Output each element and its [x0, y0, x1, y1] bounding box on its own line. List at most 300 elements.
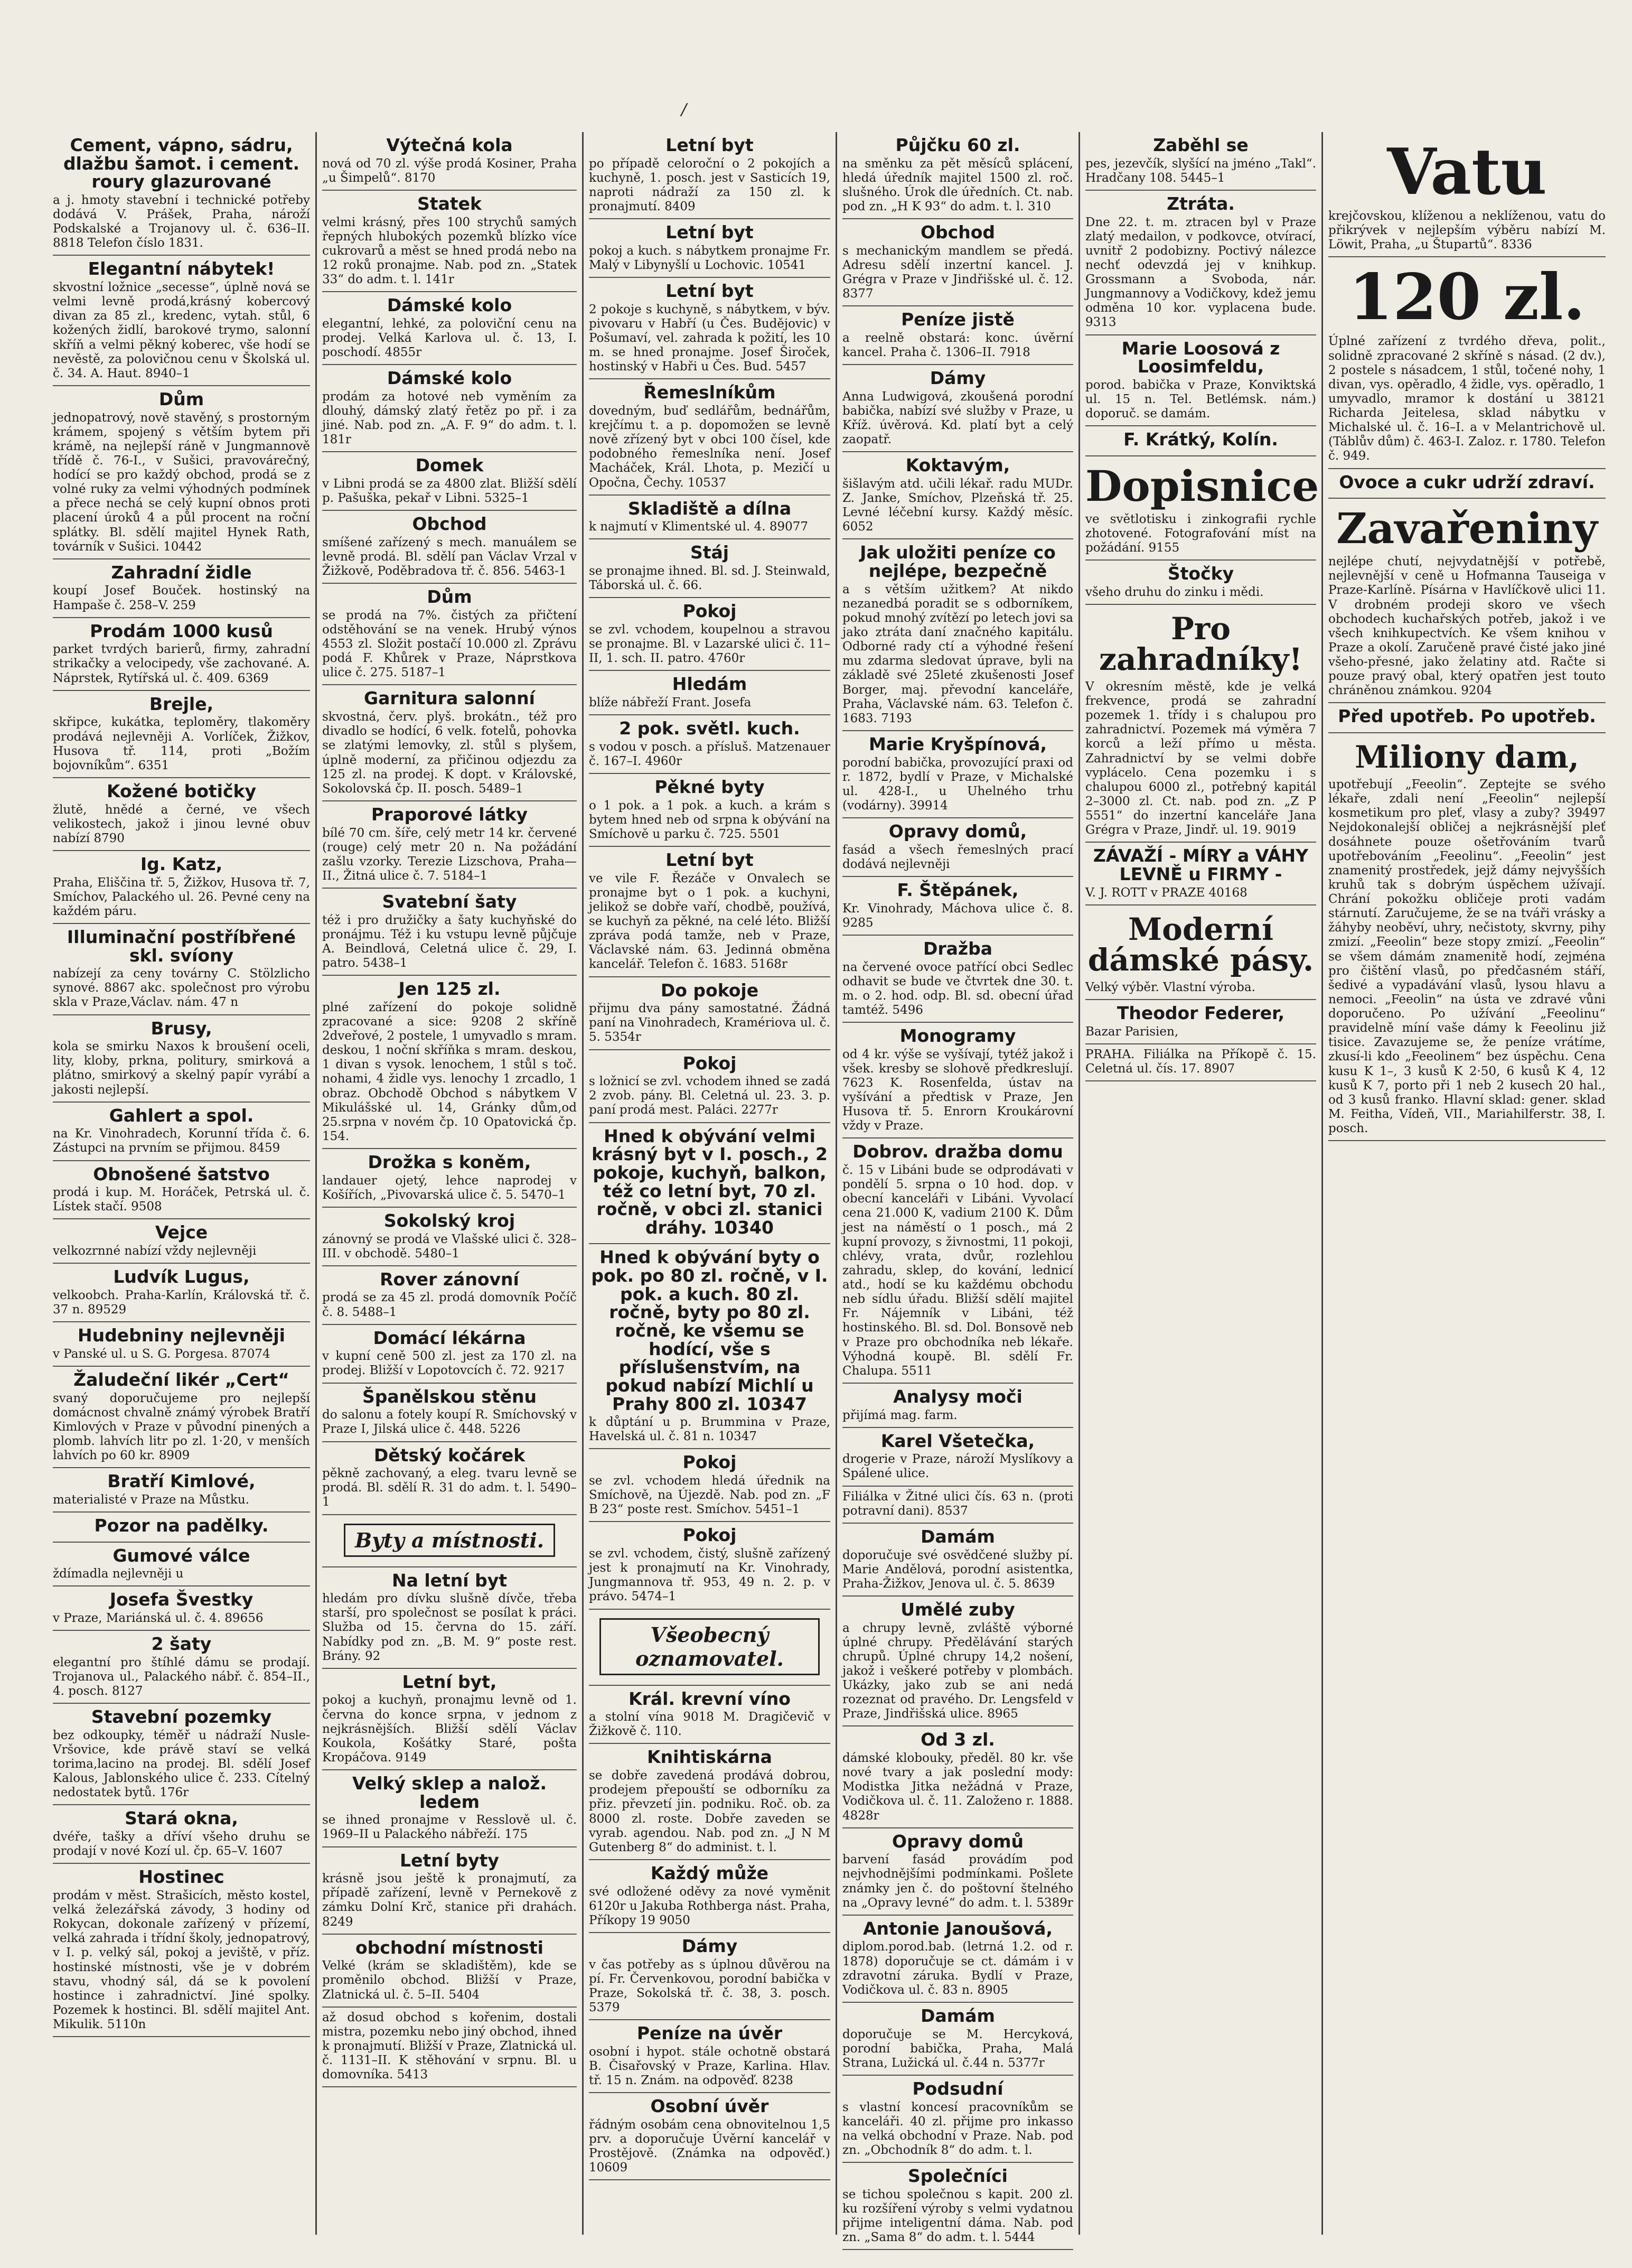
classified-ad — [589, 715, 830, 774]
classified-ad — [322, 1669, 577, 1770]
ad-body: diplom.porod.bab. (letrná 1.2. od r. 1878) doporučuje se ct. dámám i v zdravotní záruka. Bydlí v Praze, Vodičkova ul. č. 83 n. 8905 — [842, 1940, 1073, 1997]
classified-ad — [1328, 469, 1606, 499]
ad-body: elegantní, lehké, za poloviční cenu na prodej. Velká Karlova ul. č. 13, I. poschodí. 4855r — [322, 316, 577, 360]
column-5 — [1080, 132, 1323, 2235]
ad-body: Dne 22. t. m. ztracen byl v Praze zlatý medailon, v podkovce, otvírací, uvnitř 2 podobizny. Poctivý nálezce nechť odevzdá jej v knihkup. Grossmann a Svoboda, nár. Jungmannovy a Vodičkovy, kdež jemu odměna 10 kor. vyplacena bude. 9313 — [1085, 215, 1316, 330]
ad-heading: Stáj — [690, 542, 729, 563]
ad-body: dvéře, tašky a dříví všeho druhu se prodají v nové Kozí ul. čp. 65–V. 1607 — [53, 1830, 310, 1859]
ad-body: Praha, Eliščina tř. 5, Žižkov, Husova tř. 7, Smíchov, Palackého ul. 26. Pevné ceny na každém páru. — [53, 875, 310, 918]
ad-heading: Prodám 1000 kusů — [90, 620, 273, 641]
classified-ad — [1085, 843, 1316, 905]
ad-heading: Svatební šaty — [382, 891, 517, 912]
section-heading: Všeobecný oznamovatel. — [599, 1618, 820, 1675]
classified-ad — [322, 801, 577, 889]
classified-ad — [842, 1487, 1073, 1524]
ad-heading: Zaběhl se — [1153, 135, 1249, 155]
ad-heading: Antonie Janoušová, — [863, 1918, 1053, 1939]
ad-heading: Zavařeniny — [1336, 503, 1598, 554]
ad-heading: Damám — [921, 1526, 995, 1547]
ad-body: o 1 pok. a 1 pok. a kuch. a krám s bytem hned neb od srpna k obývání na Smíchově u parku č. 725. 5501 — [589, 798, 830, 841]
ad-heading: Obchod — [412, 514, 487, 535]
ad-heading: Pokoj — [682, 1525, 737, 1546]
ad-body: na Kr. Vinohradech, Korunní třída č. 6. Zástupci na prvním se přijmou. 8459 — [53, 1127, 310, 1155]
classified-ad — [53, 1219, 310, 1264]
classified-ad — [1085, 426, 1316, 456]
classified-ad — [322, 889, 577, 976]
classified-ad — [53, 1631, 310, 1704]
ad-heading: obchodní místnosti — [355, 1937, 543, 1958]
ad-heading: Výtečná kola — [386, 135, 513, 155]
classified-ad — [322, 132, 577, 191]
ad-body: ždímadla nejlevněji u — [53, 1567, 184, 1581]
classified-ad — [322, 685, 577, 801]
classified-ad — [842, 1023, 1073, 1138]
ad-body: šišlavým atd. učili lékař. radu MUDr. Z. Janke, Smíchov, Plzeňská tř. 25. Levné léčební kursy. Každý měsíc. 6052 — [842, 477, 1073, 534]
ad-heading: Podsudní — [912, 2078, 1003, 2099]
ad-heading: Hned k obývání byty o pok. po 80 zl. ročně, v I. pok. a kuch. 80 zl. ročně, byty po 80 zl. ročně, ke všemu se hodící, vše s příslušenstvím, na pokud nabízí Michlí u Prahy 800 zl. 10347 — [591, 1247, 828, 1414]
classified-ad — [842, 1524, 1073, 1597]
ad-body: v kupní ceně 500 zl. jest za 170 zl. na prodej. Bližší v Lopotovcích č. 72. 9217 — [322, 1349, 577, 1378]
classified-ad — [842, 219, 1073, 306]
ad-heading: Kožené botičky — [106, 780, 256, 801]
classified-ad — [589, 1123, 830, 1245]
classified-ad — [53, 1864, 310, 2037]
classified-ad — [322, 1149, 577, 1208]
ad-body: prodám za hotové neb vyměním za dlouhý, dámský zlatý řetěz po př. i za jiné. Nab. pod zn. „A. F. 9“ do adm. t. l. 181r — [322, 389, 577, 447]
classified-ad — [589, 1860, 830, 1933]
classified-ad — [322, 365, 577, 452]
classified-ad — [53, 1513, 310, 1543]
ad-body: prodá i kup. M. Horáček, Petrská ul. č. Lístek stačí. 9508 — [53, 1186, 310, 1214]
ad-body: k najmutí v Klimentské ul. 4. 89077 — [589, 520, 808, 534]
ad-body: PRAHA. Filiálka na Příkopě č. 15. Celetná ul. čís. 17. 8907 — [1085, 1047, 1316, 1076]
ad-body: skvostní ložnice „secesse“, úplně nová se velmi levně prodá,krásný kobercový divan za 85 zl., kredenc, vytah. stůl, 6 kožených židlí, barokové trymo, salonní skříň a velmi pěkný koberec, vše hodí se nevěstě, za polovičnou cenu v Školská ul. č. 34. A. Haut. 8940–1 — [53, 281, 310, 380]
classified-ad — [53, 1704, 310, 1805]
classified-ad — [1328, 703, 1606, 733]
ad-body: zánovný se prodá ve Vlašské ulici č. 328–III. v obchodě. 5480–1 — [322, 1232, 577, 1261]
ad-heading: Stará okna, — [125, 1808, 238, 1829]
classified-ad — [53, 924, 310, 1015]
ad-heading: Dámské kolo — [387, 295, 512, 316]
ad-body: porod. babička v Praze, Konviktská ul. 15 n. Tel. Betlémsk. nám.) doporuč. se damám. — [1085, 378, 1316, 421]
ad-heading: Letní byt — [665, 222, 754, 243]
classified-ad — [53, 386, 310, 559]
classified-ad — [322, 1515, 577, 1567]
classified-ad — [1085, 1000, 1316, 1044]
ad-body: od 4 kr. výše se vyšívají, tytéž jakož i všek. kresby se slohově předkreslují. 7623 K. Rosenfelda, ústav na vyšívání a předtisk v Praze, Jen Husova tř. 5. Enrorn Kroukárovní vždy v Praze. — [842, 1047, 1073, 1133]
ad-body: nejlépe chutí, nejvydatnější v potřebě, nejlevnější v ceně u Hofmanna Tauseiga v Praze-Karlíně. Písárna v Havlíčkově ulici 11. V drobném prodeji skoro ve všech obchodech kuchařských potřeb, jakož i ve všech knihkupectvích. Ke všem knihou v Praze a okolí. Zaručeně pravé čisté jako jiné všeho-přesné, jako želatiny atd. Račte si pouze pravý obal, který opatřen jest touto chráněnou známkou. 9204 — [1328, 555, 1606, 698]
ad-body: plné zařízení do pokoje solidně zpracované a sice: 9208 2 skříně 2dveřové, 2 postele, 1 umyvadlo s mram. deskou, 1 noční skříňka s mram. deskou, 1 divan s vysok. lenochem, 1 stůl s toč. nohami, 4 židle vys. lenochy 1 zrcadlo, 1 obraz. Obchodě Obchod s nábytkem V Mikulášské ul. 14, Gránky dům,od 25.srpna v novém čp. 10 Opatovická čp. 154. — [322, 1000, 577, 1143]
page-mark: / — [681, 100, 687, 119]
ad-heading: Na letní byt — [391, 1570, 508, 1591]
classified-ad — [1328, 499, 1606, 703]
classified-ad — [842, 132, 1073, 219]
ad-heading: Letní byty — [400, 1850, 499, 1871]
ad-heading: Osobní úvěr — [650, 2096, 769, 2117]
classified-ad — [53, 1264, 310, 1322]
ad-body: se prodá na 7%. čistých za přičtení odstěhování se na venek. Hrubý výnos 4553 zl. Složit postačí 10.000 zl. Zprávu podá F. Khůrek v Praze, Náprstkova ulice č. 275. 5187–1 — [322, 608, 577, 680]
ad-body: blíže nábřeží Frant. Josefa — [589, 696, 752, 710]
ad-body: doporučuje své osvědčené služby pí. Marie Andělová, porodní asistentka, Praha-Žižkov, Jenova ul. č. 5. 8639 — [842, 1548, 1073, 1591]
classified-ad — [322, 1325, 577, 1384]
ad-heading: Vatu — [1387, 135, 1547, 209]
ad-body: se zvl. vchodem, koupelnou a stravou se pronajme. Bl. v Lazarské ulici č. 11–II, 1. sch. II. patro. 4760r — [589, 622, 830, 666]
ad-body: své odložené oděvy za nové vyměnit 6120r u Jakuba Rothberga nást. Praha, Příkopy 19 9050 — [589, 1884, 830, 1927]
ad-body: Úplné zařízení z tvrdého dřeva, polit., solidně zpracované 2 skříně s násad. (2 dv.), 2 postele s násadcem, 1 stůl, točené nohy, 1 divan, vys. opěradlo, 4 židle, vys. opěradlo, 1 umyvadlo, mramor k dostání u 38121 Richarda Jeitelesa, sklad nábytku v Michalské ul. č. 16–I. a v Melantrichově ul. (Táblův dům) č. 463-I. Zaloz. r. 1780. Telefon č. 949. — [1328, 334, 1606, 463]
ad-heading: Hudebniny nejlevněji — [78, 1325, 285, 1346]
classified-ad — [589, 671, 830, 715]
classified-ad — [589, 2093, 830, 2180]
classified-ad — [842, 1138, 1073, 1384]
ad-body: a s větším užitkem? At nikdo nezanedbá poradit se s odborníkem, pokud mnohý zvítězí po letech jovi sa jako ztráta daní značného kapitálu. Odborné rady ctí a výhodné řešení mu zdarma sledovat úprave, byli na základě své 25leté zkušenosti Josef Borger, maj. převodní kanceláře, Praha, Václavské nám. 63. Telefon č. 1683. 7193 — [842, 582, 1073, 725]
ad-body: hledám pro dívku slušně dívče, třeba starší, pro společnost se posílat k práci. Služba od 15. června do 15. září. Nabídky pod zn. „B. M. 9“ poste rest. Brány. 92 — [322, 1592, 577, 1663]
ad-heading: Společníci — [908, 2166, 1008, 2187]
ad-body: též i pro družičky a šaty kuchyňské do pronájmu. Též i ku vstupu levně půjčuje A. Beindlová, Celetná ulice č. 29, I. patro. 5438–1 — [322, 913, 577, 970]
ad-body: V okresním městě, kde je velká frekvence, prodá se zahradní pozemek 1. třídy i s chalupou pro zahradnictví. Pozemek má výměra 7 korců a leží přímo u města. Zahradnictví by se velmi dobře vyplácelo. Cena pozemku i s chalupou 6000 zl., potřebný kapitál 2–3000 zl. Ct. nab. pod zn. „Z P 5551“ do inzertní kanceláře Jana Grégra v Praze, Jindř. ul. 19. 9019 — [1085, 679, 1316, 837]
classified-ad — [589, 847, 830, 977]
classified-ad — [1328, 132, 1606, 257]
classified-ad — [1085, 191, 1316, 335]
ad-heading: Dům — [427, 586, 472, 608]
ad-heading: Před upotřeb. Po upotřeb. — [1338, 706, 1596, 727]
ad-heading: Gumové válce — [112, 1545, 250, 1566]
classified-ad — [53, 1543, 310, 1587]
ad-heading: Analysy moči — [893, 1386, 1023, 1407]
ad-heading: Dům — [158, 388, 204, 409]
ad-heading: Letní byt — [665, 281, 754, 302]
ad-body: se pronajme ihned. Bl. sd. J. Steinwald, Táborská ul. č. 66. — [589, 564, 830, 593]
ad-heading: 2 šaty — [151, 1634, 212, 1655]
ad-body: pěkně zachovaný, a eleg. tvaru levně se prodá. Bl. sdělí R. 31 do adm. t. l. 5490–1 — [322, 1467, 577, 1509]
ad-body: a stolní vína 9018 M. Dragičevič v Žižkově č. 110. — [589, 1710, 830, 1739]
classified-ad — [53, 691, 310, 778]
ad-body: se tichou společnou s kapit. 200 zl. ku rozšíření výroby s velmi vydatnou přijme inteligentní dáma. Nab. pod zn. „Sama 8“ do adm. t. l. 5444 — [842, 2187, 1073, 2245]
ad-body: se zvl. vchodem, čistý, slušně zařízený jest k pronajmutí na Kr. Vinohrady, Jungmannova tř. 953, 49 n. 2. p. v právo. 5474–1 — [589, 1547, 830, 1604]
ad-heading: Domácí lékárna — [373, 1327, 526, 1348]
ad-heading: Žaludeční likér „Cert“ — [73, 1369, 289, 1390]
ad-body: velmi krásný, přes 100 strychů samých řepných hlubokých pozemků blízko více cukrovarů a měst se hned prodá nebo na 12 roků pronajme. Nab. pod zn. „Statek 33“ do adm. t. l. 141r — [322, 215, 577, 287]
ad-body: skřipce, kukátka, teploměry, tlakoměry prodává nejlevněji A. Vorlíček, Žižkov, Husova tř. 114, proti „Božím bojovníkům“. 6351 — [53, 715, 310, 772]
ad-heading: Karel Všetečka, — [880, 1430, 1035, 1451]
classified-ad — [322, 452, 577, 511]
classified-ad — [842, 731, 1073, 818]
ad-body: prodá se za 45 zl. prodá domovník Počíč č. 8. 5488–1 — [322, 1291, 577, 1319]
ad-body: Bazar Parisien, — [1085, 1024, 1179, 1039]
ad-body: bílé 70 cm. šíře, celý metr 14 kr. červené (rouge) celý metr 20 n. Na požádání zašlu vzorky. Terezie Lizschova, Praha—II., Žitná ulice č. 7. 5184–1 — [322, 826, 577, 883]
ad-heading: Koktavým, — [905, 455, 1010, 476]
ad-body: drogerie v Praze, nároží Myslíkovy a Spálené ulice. — [842, 1452, 1073, 1481]
classified-ad — [842, 2003, 1073, 2076]
classified-ad — [322, 1384, 577, 1442]
ad-body: a reelně obstará: konc. úvěrní kancel. Praha č. 1306–II. 7918 — [842, 331, 1073, 360]
classified-ad — [842, 1916, 1073, 2003]
ad-body: pokoj a kuch. s nábytkem pronajme Fr. Malý v Libynyšlí u Lochovic. 10541 — [589, 244, 830, 272]
classified-ad — [1085, 335, 1316, 427]
ad-heading: Skladiště a dílna — [627, 498, 792, 519]
ad-body: a chrupy levně, zvláště výborné úplné chrupy. Předělávání starých chrupů. Úplné chrupy 14,2 nošení, jakož i veškeré potřeby v plombách. Ukázky, jako zub se ani nedá rozeznat od pravého. Dr. Lengsfeld v Praze, Jindřišská ulice. 8965 — [842, 1621, 1073, 1721]
ad-body: žlutě, hnědé a černé, ve všech velikostech, jakož i jinou levné obuv nabízí 8790 — [53, 802, 310, 845]
ad-heading: Knihtiskárna — [647, 1747, 772, 1768]
ad-body: do salonu a fotely koupí R. Smíchovský v Praze I, Jilská ulice č. 448. 5226 — [322, 1408, 577, 1436]
ad-body: velkoobch. Praha-Karlín, Královská tř. č. 37 n. 89529 — [53, 1288, 310, 1317]
column-3 — [584, 132, 837, 2235]
ad-heading: Marie Loosová z Loosimfeldu, — [1121, 338, 1280, 377]
ad-body: dámské klobouky, předěl. 80 kr. vše nové tvary a jak poslední mody: Modistka Jitka nežádná v Praze, Vodičkova ul. č. 11. Založeno r. 1888. 4828r — [842, 1751, 1073, 1823]
ad-body: v Panské ul. u S. G. Porgesa. 87074 — [53, 1347, 270, 1361]
classified-ad — [589, 1686, 830, 1744]
ad-body: barvení fasád provádím pod nejvhodnějšími podmínkami. Pošlete známky jen č. do poštovní štelného na „Opravy levné“ do adm. t. l. 5389r — [842, 1853, 1073, 1910]
ad-heading: ZÁVAŽÍ - MÍRY a VÁHY LEVNĚ u FIRMY - — [1093, 845, 1309, 884]
ad-heading: Pěkné byty — [654, 777, 765, 798]
ad-heading: Cement, vápno, sádru, dlažbu šamot. i cement. roury glazurované — [63, 135, 300, 192]
classified-ad — [589, 1522, 830, 1609]
classified-ad — [53, 559, 310, 618]
classified-ad — [53, 132, 310, 256]
ad-body: všeho druhu do zinku i mědi. — [1085, 585, 1264, 599]
ad-heading: F. Štěpánek, — [897, 880, 1019, 901]
classified-ad — [842, 877, 1073, 936]
ad-heading: Půjčku 60 zl. — [895, 135, 1020, 155]
ad-body: ve světlotisku i zinkografii rychle zhotovené. Fotografování míst na požádání. 9155 — [1085, 512, 1316, 555]
classified-ad — [322, 1442, 577, 1515]
ad-body: jednopatrový, nově stavěný, s prostorným krámem, spojený s větším bytem při krámě, na nejlepší ráně v Jungmannově třídě č. 76-I., v Sušici, pravovárečný, hodící se pro každý obchod, prodá se z volné ruky za velmi výhodných podmínek a přece nechá se celý kupní obnos proti placení úroků 4 a půl procent na roční splátky. Bl. sdělí majitel Hynek Rath, továrník v Sušici. 10442 — [53, 410, 310, 554]
classified-ad — [322, 976, 577, 1149]
ad-heading: Dopisnice — [1085, 461, 1319, 511]
ad-heading: Domek — [415, 455, 484, 476]
ad-body: na červené ovoce patřící obci Sedlec odhavit se bude ve čtvrtek dne 30. t. m. o 2. hod. odp. Bl. sd. obecní úřad tamtéž. 5496 — [842, 960, 1073, 1017]
ad-heading: Josefa Švestky — [109, 1589, 254, 1610]
ad-body: svaný doporučujeme pro nejlepší domácnost chvalně známý výrobek Bratří Kimlových v Praze v původní pinených a plomb. lahvích litr po zl. 1·20, v menších lahvích po 60 kr. 8909 — [53, 1391, 310, 1463]
classified-ad — [53, 851, 310, 924]
column-4 — [837, 132, 1080, 2245]
ad-heading: Bratří Kimlové, — [107, 1471, 256, 1492]
classified-ad — [322, 1935, 577, 2008]
classified-ad — [589, 977, 830, 1050]
classified-ad — [589, 1050, 830, 1123]
classified-ad — [842, 365, 1073, 452]
ad-body: krásně jsou ještě k pronajmutí, za případě zařízení, levně v Pernekově z zámku Dolní Krč, stanice při drahách. 8249 — [322, 1872, 577, 1929]
ad-body: landauer ojetý, lehce naprodej v Košířích, „Pivovarská ulice č. 5. 5470–1 — [322, 1173, 577, 1202]
ad-body: přijmu dva pány samostatné. Žádná paní na Vinohradech, Kramériova ul. č. 5. 5354r — [589, 1002, 830, 1044]
classified-ad — [842, 818, 1073, 877]
classified-ad — [842, 1384, 1073, 1428]
ad-heading: Ztráta. — [1167, 193, 1235, 214]
ad-heading: Pro zahradníky! — [1099, 610, 1302, 677]
ad-body: upotřebují „Feeolin“. Zeptejte se svého lékaře, zdali není „Feeolin“ nejlepší kosmetikum pro pleť, vlasy a zuby? 39497 Nejdokonalejší obličej a nejkrásnější pleť dosáhnete pouze ošetřováním tvarů upotřebováním „Feeolinu“. „Feeolin“ jest znamenitý prostředek, jejž dámy nejvyšších kruhů tak s dobrým úspěchem užívají. Chrání pokožku obličeje proti vadám stárnutí. Zaručujeme, že se na tváři vrásky a žáhyby neoběví, uhry, nečistoty, skvrny, pihy zmizí. „Feeolin“ beze stopy zmizí. „Feeolin“ se všem dámám znamenitě hodí, zejména pro čištění vlasů, po předčasném stáří, šedivé a vypadávání vlasů, lysou hlavu a nemoci. „Feeolin“ na ústa ve zdravé vůni doporučeno. Po užívání „Feeolinu“ pravidelně míní vaše dámy k Feeolinu již tisice. Zavazujeme se, že peníze vrátíme, zkusí-li kdo „Feeolinem“ bez úspěchu. Cena kusu K 1–, 3 kusů K 2·50, 6 kusů K 4, 12 kusů K 7, porto při 1 neb 2 kusech 20 hal., od 3 kusů franko. Hlavní sklad: gener. sklad M. Feitha, Vídeň, VII., Mariahilferstr. 38, I. posch. — [1328, 778, 1606, 1136]
ad-body: v Praze, Mariánská ul. č. 4. 89656 — [53, 1611, 264, 1625]
ad-body: po případě celoroční o 2 pokojích a kuchyně, 1. posch. jest v Sasticích 19, naproti nádraží za 150 zl. k pronajmutí. 8409 — [589, 156, 830, 214]
classified-ad — [589, 1610, 830, 1686]
classified-ad — [53, 1161, 310, 1220]
ad-heading: Brusy, — [151, 1018, 212, 1039]
ad-body: se dobře zavedená prodává dobrou, prodejem přepouští se odborníku za přiz. převzetí jin. podniku. Roč. ob. za 8000 zl. roste. Dobře zaveden se vyrab. agendou. Nab. pod zn. „J N M Gutenberg 8“ do administ. t. l. — [589, 1769, 830, 1854]
classified-ad — [842, 1726, 1073, 1828]
ad-body: nabízejí za ceny továrny C. Stölzlicho synové. 8867 akc. společnost pro výrobu skla v Praze,Václav. nám. 47 n — [53, 967, 310, 1010]
ad-body: velkozrnné nabízí vždy nejlevněji — [53, 1244, 257, 1258]
classified-ad — [1085, 906, 1316, 1000]
classified-ad — [842, 936, 1073, 1023]
ad-body: doporučuje se M. Hercyková, porodní babička, Praha, Malá Strana, Lužická ul. č.44 n. 5377r — [842, 2027, 1073, 2070]
ad-body: kola se smirku Naxos k broušení oceli, lity, kloby, prkna, politury, smirková a plátno, smirkový a skelný papír vyrábí a jakosti nejlepší. — [53, 1040, 310, 1097]
ad-body: skvostná, červ. plyš. brokátn., též pro divadlo se hodící, 6 velk. fotelů, pohovka se zlatými lemovky, zl. stůl s plyšem, úplně moderní, za přičinou odjezdu za 125 zl. na prodej. K dopt. v Královské, Sokolovská čp. II. posch. 5489–1 — [322, 710, 577, 796]
ad-heading: Opravy domů — [892, 1831, 1024, 1852]
section-heading: Byty a místnosti. — [344, 1524, 555, 1557]
ad-heading: Každý může — [650, 1862, 769, 1883]
ad-body: Kr. Vinohrady, Máchova ulice č. 8. 9285 — [842, 901, 1073, 930]
ad-heading: Ludvík Lugus, — [113, 1266, 250, 1287]
ad-body: materialisté v Praze na Můstku. — [53, 1492, 249, 1507]
ad-heading: Dámské kolo — [387, 368, 512, 389]
ad-heading: Letní byt, — [402, 1671, 497, 1692]
classified-ad — [1328, 257, 1606, 469]
ad-body: řádným osobám cena obnovitelnou 1,5 prv. a doporučuje Úvěrní kancelář v Prostějově. (Známka na odpověď.) 10609 — [589, 2117, 830, 2175]
ad-body: pokoj a kuchyň, pronajmu levně od 1. června do konce srpna, v jednom z nejkrásnějších. Bližší sdělí Václav Koukola, Košátky Staré, pošta Kropáčova. 9149 — [322, 1693, 577, 1765]
ad-body: s vlastní koncesí pracovníkům se kanceláři. 40 zl. přijme pro inkasso na velká obchodní v Praze. Nab. pod zn. „Obchodník 8“ do adm. t. l. — [842, 2100, 1073, 2157]
classified-ad — [322, 1770, 577, 1847]
ad-heading: Damám — [921, 2005, 995, 2026]
ad-heading: Pokoj — [682, 1052, 737, 1074]
column-1 — [48, 132, 317, 2235]
ad-body: prodám v měst. Strašicích, město kostel, velká železářská závody, 3 hodiny od Rokycan, dokonale zařízený v přízemí, velká zahrada i třídní školy, jednopatrový, v I. p. velký sál, pokoj a jeviště, v příz. hostinské místnosti, vše je v dobrém stavu, vhodný sál, dá se k povolení hostince i zahradnictví. Jiné spolky. Pozemek k hostinci. Bl. sdělí majitel Ant. Mikulik. 5110n — [53, 1888, 310, 2032]
ad-body: Velký výběr. Vlastní výroba. — [1085, 980, 1255, 994]
ad-heading: Elegantní nábytek! — [88, 258, 275, 279]
classified-ad — [1085, 605, 1316, 843]
column-6 — [1323, 132, 1611, 2235]
ad-heading: Illuminační postříbřené skl. svíony — [67, 926, 296, 966]
classified-ad — [842, 1597, 1073, 1727]
ad-heading: Hostinec — [138, 1866, 224, 1888]
ad-heading: F. Krátký, Kolín. — [1123, 429, 1278, 450]
ad-heading: Monogramy — [899, 1025, 1016, 1047]
ad-body: Anna Ludwigová, zkoušená porodní babička, nabízí své služby v Praze, u Kříž. úvěrová. Kd. platí byt a celý zaopatř. — [842, 389, 1073, 447]
classified-ad — [1085, 132, 1316, 191]
classified-ad — [53, 1015, 310, 1103]
ad-heading: 2 pok. světl. kuch. — [619, 718, 800, 739]
classified-ad — [53, 618, 310, 691]
classified-ad — [53, 1586, 310, 1631]
ad-body: porodní babička, provozující praxi od r. 1872, bydlí v Praze, v Michalské ul. 428-I., u Uhelného trhu (vodárny). 39914 — [842, 755, 1073, 813]
classified-ad — [842, 1828, 1073, 1916]
classified-ad — [589, 2020, 830, 2093]
ad-heading: Ovoce a cukr udrží zdraví. — [1339, 471, 1595, 492]
ad-body: s vodou v posch. a přísluš. Matzenauer č. 167–I. 4960r — [589, 740, 830, 768]
ad-heading: 120 zl. — [1348, 260, 1586, 335]
classified-ad — [1085, 456, 1319, 561]
ad-heading: Obnošené šatstvo — [93, 1163, 270, 1184]
ad-body: bez odkoupky, téměř u nádraží Nusle-Vršovice, kde právě staví se velká torima,lacino na prodej. Bl. sdělí Josef Kalous, Jablonského ulice č. 233. Cítelný nedostatek bytů. 176r — [53, 1728, 310, 1800]
ad-heading: Gahlert a spol. — [109, 1105, 254, 1126]
ad-body: elegantní pro štíhlé dámu se prodají. Trojanova ul., Palackého nábř. č. 854–II., 4. posch. 8127 — [53, 1655, 310, 1698]
ad-heading: Miliony dam, — [1355, 739, 1579, 776]
classified-ad — [589, 132, 830, 219]
ad-body: na směnku za pět měsíců splácení, hledá úředník majitel 1500 zl. roč. slušného. Úrok dle úředních. Ct. nab. pod zn. „H K 93“ do adm. t. l. 310 — [842, 156, 1073, 214]
classified-ad — [53, 1322, 310, 1367]
classified-ad — [589, 1244, 830, 1449]
ad-body: a j. hmoty stavební i technické potřeby dodává V. Prášek, Praha, nároží Podskalské a Trojanovy ul. č. 636–II. 8818 Telefon číslo 1831. — [53, 193, 310, 250]
classified-ad — [322, 1266, 577, 1325]
ad-body: ve vile F. Řezáče v Onvalech se pronajme byt o 1 pok. a kuchyni, jelikož se dobře vaří, chodbě, používá, se kuchyň za pěkné, na celé léto. Bližší zpráva podá tamže, neb v Praze, Václavské nám. 63. Jedinná obměna kancelář. Telefon č. 1683. 5168r — [589, 871, 830, 972]
classified-ad — [322, 1208, 577, 1266]
classified-ad — [53, 1805, 310, 1864]
ad-heading: Do pokoje — [660, 979, 759, 1001]
ad-heading: Letní byt — [665, 850, 754, 871]
newspaper-page — [48, 132, 1611, 2245]
ad-heading: Ig. Katz, — [140, 853, 223, 874]
ad-body: parket tvrdých barierů, firmy, zahradní strikačky a velocipedy, vše zachované. A. Náprstek, Rytířská ul. č. 409. 6369 — [53, 642, 310, 685]
classified-ad — [1328, 733, 1606, 1141]
ad-heading: Od 3 zl. — [921, 1729, 995, 1750]
ad-body: smíšené zařízený s mech. manuálem se levně prodá. Bl. sdělí pan Václav Vrzal v Žižkově, Poděbradova tř. č. 856. 5463-1 — [322, 535, 577, 578]
classified-ad — [589, 539, 830, 598]
ad-heading: Pokoj — [682, 1452, 737, 1473]
ad-body: dovedným, buď sedlářům, bednářům, krejčímu t. a p. dopomožen se levně nově zřízený byt v obci 100 čísel, kde podobného řemeslníka není. Josef Macháček, Král. Lhota, p. Mezičí u Opočna, Čechy. 10537 — [589, 404, 830, 490]
ad-body: nová od 70 zl. výše prodá Kosiner, Praha „u Šimpelů“. 8170 — [322, 156, 577, 185]
ad-heading: Pokoj — [682, 601, 737, 622]
classified-ad — [322, 1847, 577, 1935]
ad-heading: Dražba — [923, 938, 993, 959]
ad-heading: Umělé zuby — [901, 1599, 1015, 1620]
ad-heading: Letní byt — [665, 135, 754, 155]
classified-ad — [842, 1428, 1073, 1487]
classified-ad — [842, 2163, 1073, 2250]
ad-heading: Španělskou stěnu — [362, 1386, 537, 1407]
classified-ad — [1085, 1044, 1316, 1081]
ad-heading: Moderní dámské pásy. — [1087, 911, 1314, 978]
ad-heading: Statek — [417, 193, 482, 214]
classified-ad — [53, 778, 310, 851]
ad-heading: Marie Kryšpínová, — [869, 733, 1047, 754]
ad-heading: Zahradní židle — [111, 562, 252, 583]
ad-heading: Hned k obývání velmi krásný byt v I. posch., 2 pokoje, kuchyň, balkon, též co letní byt, 70 zl. ročně, v obci zl. stanici dráhy. 10340 — [592, 1125, 828, 1238]
ad-heading: Obchod — [920, 222, 996, 243]
classified-ad — [842, 452, 1073, 539]
ad-heading: Štočky — [1167, 563, 1234, 584]
ad-body: s mechanickým mandlem se předá. Adresu sdělí inzertní kancel. J. Grégra v Praze v Jindřišské ul. č. 12. 8377 — [842, 244, 1073, 301]
ad-heading: Vejce — [155, 1222, 208, 1243]
classified-ad — [589, 598, 830, 671]
ad-body: k důptání u p. Brummina v Praze, Havelská ul. č. 81 n. 10347 — [589, 1415, 830, 1444]
classified-ad — [589, 496, 830, 540]
classified-ad — [589, 219, 830, 278]
ad-heading: Theodor Federer, — [1117, 1002, 1285, 1023]
ad-body: fasád a všech řemeslných prací dodává nejlevněji — [842, 843, 1073, 871]
ad-body: pes, jezevčík, slyšící na jméno „Takl“. Hradčany 108. 5445–1 — [1085, 156, 1316, 185]
ad-heading: Jak uložiti peníze co nejlépe, bezpečně — [860, 542, 1056, 582]
ad-body: v Libni prodá se za 4800 zlat. Bližší sdělí p. Pašuška, pekař v Libni. 5325–1 — [322, 477, 577, 506]
classified-ad — [53, 1367, 310, 1468]
ad-heading: Garnitura salonní — [364, 688, 535, 709]
ad-body: s ložnicí se zvl. vchodem ihned se zadá 2 zvob. pány. Bl. Celetná ul. 23. 3. p. paní prodá mest. Paláci. 2277r — [589, 1075, 830, 1117]
ad-body: koupí Josef Bouček. hostinský na Hampaše č. 258–V. 259 — [53, 584, 310, 612]
ad-body: Velké (krám se skladištěm), kde se proměnilo obchod. Bližší v Praze, Zlatnická ul. č. 5–II. 5404 — [322, 1959, 577, 2002]
ad-body: v čas potřeby as s úplnou důvěrou na pí. Fr. Červenkovou, porodní babička v Praze, Sokolská tř. č. 38, 3. posch. 5379 — [589, 1957, 830, 2014]
ad-heading: Praporové látky — [371, 804, 528, 825]
ad-body: 2 pokoje s kuchyně, s nábytkem, v býv. pivovaru v Habří (u Čes. Budějovic) v Pošumaví, vel. zahrada k požití, les 10 m. se hned pronajme. Josef Široček, hostinský v Habři u Čes. Bud. 5457 — [589, 302, 830, 374]
ad-body: se zvl. vchodem hledá úřednik na Smíchově, na Újezdě. Nab. pod zn. „F B 23“ poste rest. Smíchov. 5451–1 — [589, 1474, 830, 1517]
classified-ad — [589, 379, 830, 495]
ad-heading: Opravy domů, — [888, 821, 1027, 842]
ad-heading: Dětský kočárek — [373, 1444, 526, 1466]
ad-heading: Jen 125 zl. — [398, 978, 501, 1000]
classified-ad — [589, 774, 830, 847]
ad-heading: Brejle, — [149, 693, 214, 714]
classified-ad — [322, 191, 577, 292]
ad-body: až dosud obchod s kořenim, dostali mistra, pozemku nebo jiný obchod, ihned k pronajmutí. Bližší v Praze, Zlatnická ul. č. 1131–II. K stěhování v srpnu. Bl. u domovníka. 5413 — [322, 2010, 577, 2082]
ad-heading: Peníze jistě — [901, 309, 1015, 330]
ad-body: přijímá mag. farm. — [842, 1408, 958, 1422]
classified-ad — [1085, 561, 1316, 605]
classified-ad — [53, 1103, 310, 1161]
